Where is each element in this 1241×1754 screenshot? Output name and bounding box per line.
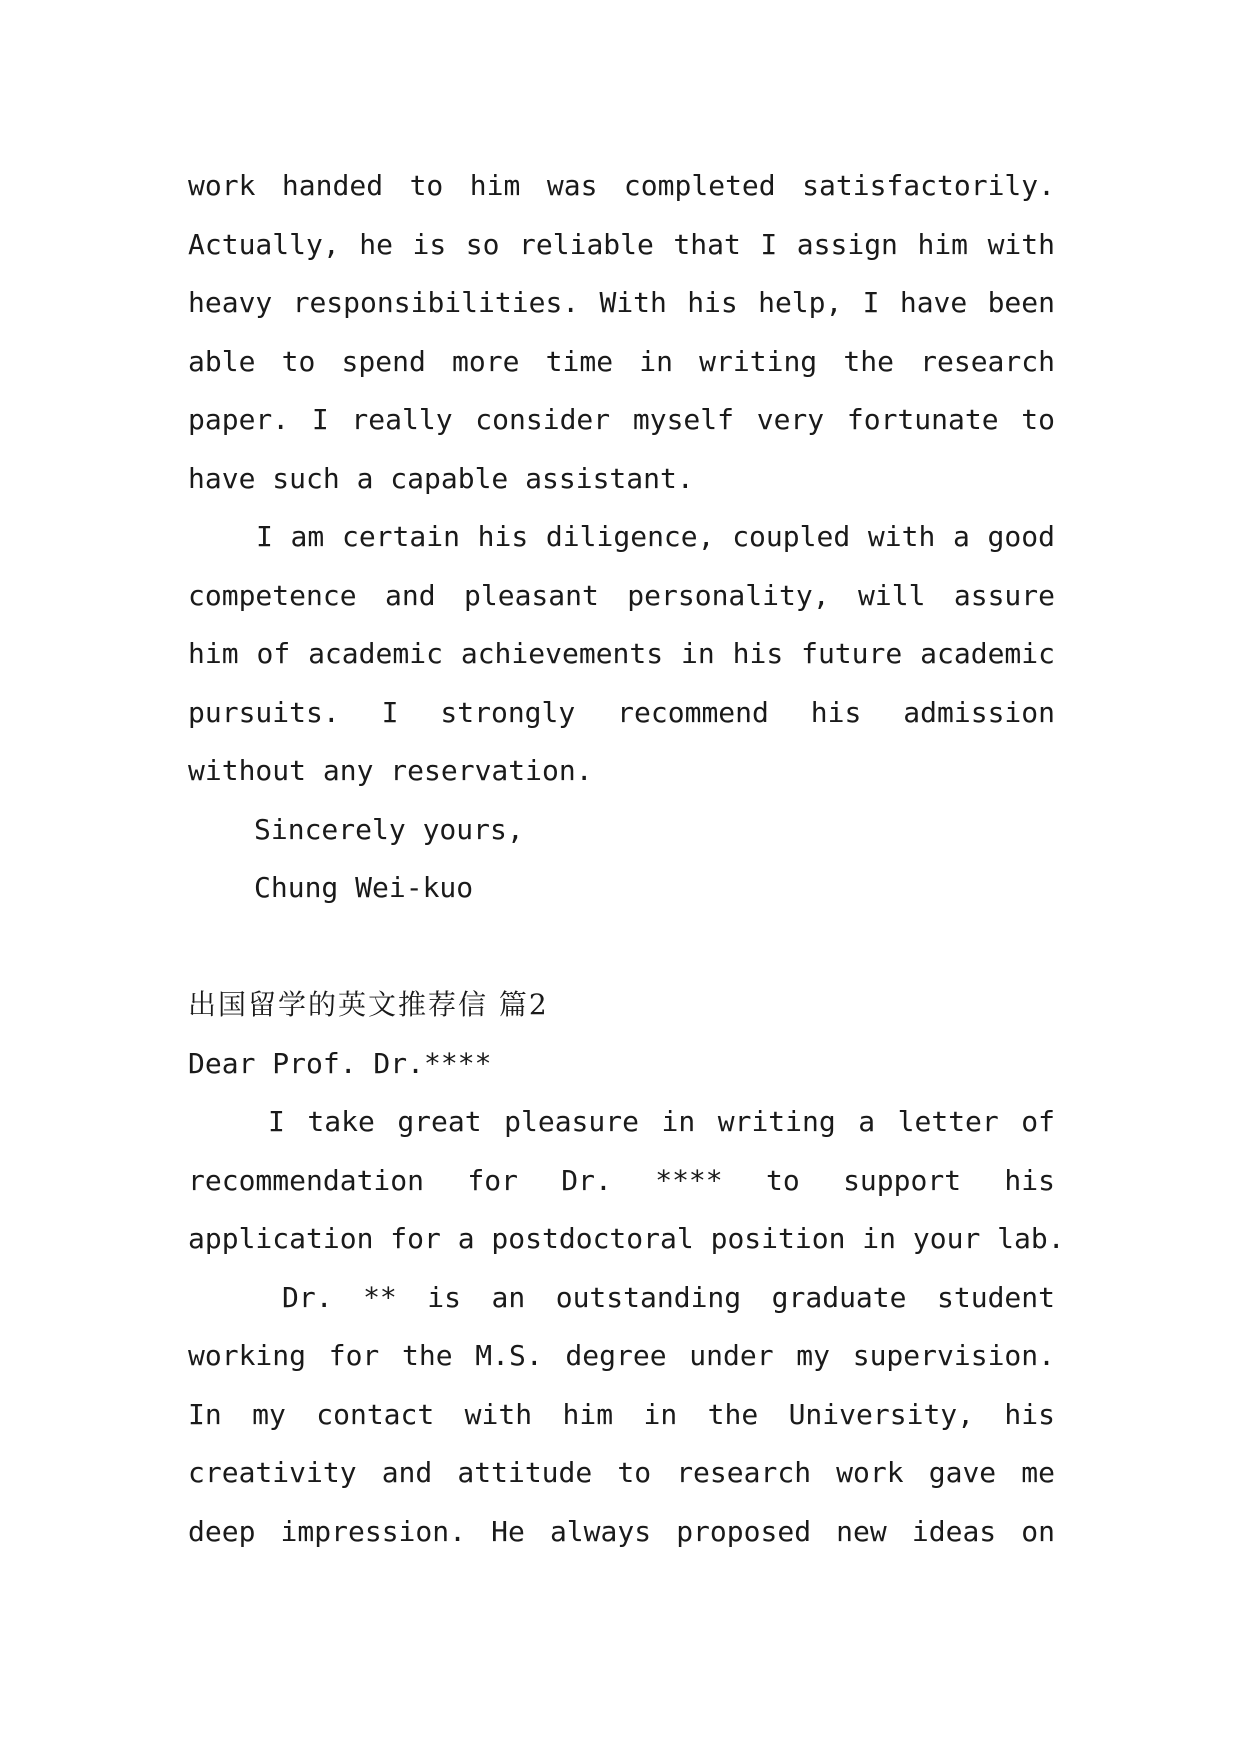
text-line: Actually, he is so reliable that I assign him with: [188, 227, 1055, 261]
document-body: [188, 157, 1065, 1561]
text-line: competence and pleasant personality, will assure: [188, 578, 1055, 612]
salutation: Dear Prof. Dr.****: [188, 1046, 492, 1080]
section-heading: 出国留学的英文推荐信 篇2: [188, 988, 549, 1021]
text-line: paper. I really consider myself very fortunate to: [188, 403, 1055, 436]
text-line: In my contact with him in the University, his: [188, 1397, 1055, 1431]
text-line: heavy responsibilities. With his help, I have been: [188, 286, 1055, 319]
text-line: Dr. ** is an outstanding graduate student: [282, 1280, 1055, 1314]
text-line: I take great pleasure in writing a letter of: [268, 1105, 1055, 1138]
signature: Chung Wei-kuo: [254, 871, 474, 904]
text-line: application for a postdoctoral position in your lab.: [188, 1222, 1065, 1255]
text-line: pursuits. I strongly recommend his admission: [188, 695, 1055, 729]
signoff: Sincerely yours,: [254, 812, 524, 846]
text-line: creativity and attitude to research work gave me: [188, 1456, 1055, 1489]
text-line: work handed to him was completed satisfactorily.: [188, 169, 1055, 202]
text-line: able to spend more time in writing the research: [188, 344, 1055, 378]
text-line: I am certain his diligence, coupled with a good: [256, 520, 1055, 553]
text-line: have such a capable assistant.: [188, 461, 694, 495]
text-line: recommendation for Dr. **** to support his: [188, 1163, 1055, 1197]
section-gap: [188, 918, 1055, 977]
text-line: deep impression. He always proposed new ideas on: [188, 1514, 1055, 1548]
text-line: without any reservation.: [188, 754, 593, 787]
text-line: him of academic achievements in his future academic: [188, 637, 1055, 670]
text-line: working for the M.S. degree under my supervision.: [188, 1339, 1055, 1372]
